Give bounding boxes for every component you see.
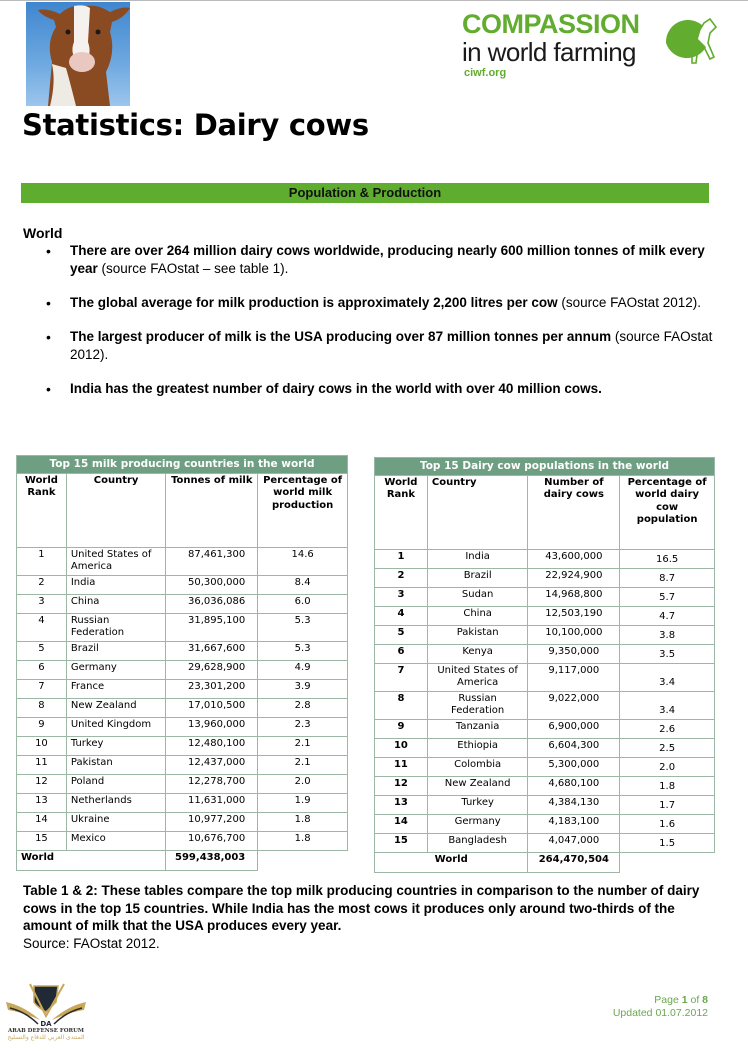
table-row <box>375 644 715 663</box>
percentage-cell: 3.4 <box>620 663 715 691</box>
table-row <box>17 641 348 660</box>
country-cell: Russian Federation <box>427 691 528 719</box>
total-value: 599,438,003 <box>166 850 258 870</box>
value-cell: 14,968,800 <box>528 587 620 606</box>
value-cell: 12,480,100 <box>166 736 258 755</box>
empty-cell <box>258 850 348 870</box>
rank-cell: 13 <box>17 793 67 812</box>
milk-production-table <box>16 455 348 871</box>
value-cell: 4,047,000 <box>528 833 620 852</box>
total-label: World <box>17 850 166 870</box>
table-row <box>17 812 348 831</box>
rank-cell: 5 <box>17 641 67 660</box>
table-row <box>17 679 348 698</box>
percentage-cell: 3.9 <box>258 679 348 698</box>
table-row <box>375 606 715 625</box>
page-footer <box>613 994 708 1020</box>
value-cell: 50,300,000 <box>166 575 258 594</box>
column-header: Percentage of world dairy cow population <box>620 475 715 549</box>
percentage-cell: 8.4 <box>258 575 348 594</box>
caption-source: Source: FAOstat 2012. <box>23 935 160 951</box>
percentage-cell: 5.3 <box>258 613 348 641</box>
rank-cell: 6 <box>375 644 428 663</box>
table-row <box>17 547 348 575</box>
percentage-cell: 5.7 <box>620 587 715 606</box>
rank-cell: 5 <box>375 625 428 644</box>
rank-cell: 3 <box>375 587 428 606</box>
total-label: World <box>375 852 528 872</box>
percentage-cell: 4.9 <box>258 660 348 679</box>
table-row <box>17 660 348 679</box>
rank-cell: 4 <box>375 606 428 625</box>
percentage-cell: 3.4 <box>620 691 715 719</box>
value-cell: 6,900,000 <box>528 719 620 738</box>
country-cell: Russian Federation <box>66 613 165 641</box>
value-cell: 17,010,500 <box>166 698 258 717</box>
top-border <box>0 0 748 1</box>
bullet-item: • There are over 264 million dairy cows worldwide, producing nearly 600 million tonnes of milk every year (source FAOstat – see table 1). <box>46 242 716 278</box>
table-row <box>17 793 348 812</box>
tables-caption <box>23 882 723 952</box>
column-header: Number of dairy cows <box>528 475 620 549</box>
percentage-cell: 1.9 <box>258 793 348 812</box>
table-row <box>17 831 348 850</box>
column-header: World Rank <box>375 475 428 549</box>
column-header: Country <box>66 473 165 547</box>
country-cell: China <box>66 594 165 613</box>
value-cell: 23,301,200 <box>166 679 258 698</box>
country-cell: Pakistan <box>427 625 528 644</box>
table-row <box>17 774 348 793</box>
forum-initials: DA <box>40 1020 52 1028</box>
ciwf-logo[interactable] <box>462 10 722 90</box>
value-cell: 10,977,200 <box>166 812 258 831</box>
rank-cell: 12 <box>17 774 67 793</box>
value-cell: 31,895,100 <box>166 613 258 641</box>
rank-cell: 2 <box>375 568 428 587</box>
rank-cell: 15 <box>375 833 428 852</box>
value-cell: 4,384,130 <box>528 795 620 814</box>
table-row <box>375 663 715 691</box>
country-cell: France <box>66 679 165 698</box>
country-cell: Ethiopia <box>427 738 528 757</box>
rank-cell: 4 <box>17 613 67 641</box>
country-cell: Turkey <box>427 795 528 814</box>
country-cell: Bangladesh <box>427 833 528 852</box>
rank-cell: 14 <box>375 814 428 833</box>
table-row <box>375 738 715 757</box>
value-cell: 36,036,086 <box>166 594 258 613</box>
value-cell: 10,676,700 <box>166 831 258 850</box>
forum-name: ARAB DEFENSE FORUM <box>8 1028 84 1034</box>
value-cell: 43,600,000 <box>528 549 620 568</box>
rank-cell: 14 <box>17 812 67 831</box>
country-cell: New Zealand <box>66 698 165 717</box>
rank-cell: 6 <box>17 660 67 679</box>
percentage-cell: 2.0 <box>258 774 348 793</box>
table-row <box>375 776 715 795</box>
percentage-cell: 2.5 <box>620 738 715 757</box>
bullet-item: • India has the greatest number of dairy cows in the world with over 40 million cows. <box>46 380 716 398</box>
rank-cell: 2 <box>17 575 67 594</box>
bullet-item: • The global average for milk production is approximately 2,200 litres per cow (source FAOstat 2012). <box>46 294 716 312</box>
bullet-item: • The largest producer of milk is the USA producing over 87 million tonnes per annum (source FAOstat 2012). <box>46 328 716 364</box>
rank-cell: 7 <box>375 663 428 691</box>
value-cell: 12,278,700 <box>166 774 258 793</box>
value-cell: 13,960,000 <box>166 717 258 736</box>
rank-cell: 1 <box>17 547 67 575</box>
rank-cell: 11 <box>17 755 67 774</box>
country-cell: United States of America <box>66 547 165 575</box>
section-header-population-production: Population & Production <box>21 183 709 203</box>
value-cell: 10,100,000 <box>528 625 620 644</box>
table-row <box>375 549 715 568</box>
rank-cell: 10 <box>375 738 428 757</box>
column-header: Percentage of world milk production <box>258 473 348 547</box>
percentage-cell: 2.3 <box>258 717 348 736</box>
empty-cell <box>620 852 715 872</box>
country-cell: Brazil <box>66 641 165 660</box>
percentage-cell: 2.6 <box>620 719 715 738</box>
rank-cell: 11 <box>375 757 428 776</box>
rank-cell: 8 <box>17 698 67 717</box>
rank-cell: 12 <box>375 776 428 795</box>
table-row <box>375 568 715 587</box>
percentage-cell: 2.1 <box>258 755 348 774</box>
table-total-row <box>375 852 715 872</box>
country-cell: Kenya <box>427 644 528 663</box>
percentage-cell: 2.8 <box>258 698 348 717</box>
country-cell: China <box>427 606 528 625</box>
arab-defense-forum-watermark <box>4 982 88 1048</box>
caption-text: Table 1 & 2: These tables compare the top milk producing countries in comparison to the number of dairy cows in the top 15 countries. While India has the most cows it produces only around two-thirds of the amount of milk that the USA produces every year. <box>23 883 700 933</box>
value-cell: 11,631,000 <box>166 793 258 812</box>
value-cell: 5,300,000 <box>528 757 620 776</box>
total-value: 264,470,504 <box>528 852 620 872</box>
percentage-cell: 1.8 <box>258 831 348 850</box>
percentage-cell: 1.7 <box>620 795 715 814</box>
table-row <box>375 691 715 719</box>
percentage-cell: 1.6 <box>620 814 715 833</box>
table-row <box>17 698 348 717</box>
leaping-calf-globe-icon <box>658 13 720 73</box>
value-cell: 12,437,000 <box>166 755 258 774</box>
page-indicator: Page 1 of 8 <box>654 994 708 1006</box>
country-cell: India <box>66 575 165 594</box>
country-cell: Mexico <box>66 831 165 850</box>
value-cell: 4,680,100 <box>528 776 620 795</box>
percentage-cell: 1.8 <box>258 812 348 831</box>
dairy-cow-population-table <box>374 457 715 873</box>
percentage-cell: 16.5 <box>620 549 715 568</box>
table-row <box>17 736 348 755</box>
percentage-cell: 1.8 <box>620 776 715 795</box>
country-cell: United Kingdom <box>66 717 165 736</box>
value-cell: 9,117,000 <box>528 663 620 691</box>
rank-cell: 3 <box>17 594 67 613</box>
country-cell: New Zealand <box>427 776 528 795</box>
percentage-cell: 3.8 <box>620 625 715 644</box>
total-pages: 8 <box>702 994 708 1006</box>
table-row <box>17 594 348 613</box>
value-cell: 9,350,000 <box>528 644 620 663</box>
logo-url[interactable]: ciwf.org <box>464 67 507 79</box>
country-cell: Sudan <box>427 587 528 606</box>
value-cell: 22,924,900 <box>528 568 620 587</box>
table-row <box>375 833 715 852</box>
table-row <box>375 795 715 814</box>
table-row <box>17 717 348 736</box>
value-cell: 12,503,190 <box>528 606 620 625</box>
table-row <box>17 613 348 641</box>
table-caption: Top 15 milk producing countries in the world <box>17 456 348 474</box>
country-cell: United States of America <box>427 663 528 691</box>
rank-cell: 7 <box>17 679 67 698</box>
table-row <box>375 757 715 776</box>
value-cell: 29,628,900 <box>166 660 258 679</box>
percentage-cell: 2.0 <box>620 757 715 776</box>
value-cell: 87,461,300 <box>166 547 258 575</box>
value-cell: 31,667,600 <box>166 641 258 660</box>
rank-cell: 9 <box>17 717 67 736</box>
world-bullet-list <box>46 242 716 414</box>
country-cell: Poland <box>66 774 165 793</box>
country-cell: Colombia <box>427 757 528 776</box>
shield-wings-icon <box>4 982 88 1028</box>
percentage-cell: 3.5 <box>620 644 715 663</box>
country-cell: Germany <box>66 660 165 679</box>
percentage-cell: 8.7 <box>620 568 715 587</box>
table-row <box>375 625 715 644</box>
rank-cell: 9 <box>375 719 428 738</box>
value-cell: 4,183,100 <box>528 814 620 833</box>
percentage-cell: 5.3 <box>258 641 348 660</box>
country-cell: Brazil <box>427 568 528 587</box>
logo-compassion-text: COMPASSION <box>462 9 640 39</box>
country-cell: Turkey <box>66 736 165 755</box>
table-row <box>17 575 348 594</box>
column-header: Country <box>427 475 528 549</box>
percentage-cell: 6.0 <box>258 594 348 613</box>
updated-date: Updated 01.07.2012 <box>612 1007 708 1019</box>
cow-image-icon <box>26 2 130 106</box>
percentage-cell: 14.6 <box>258 547 348 575</box>
world-heading: World <box>23 225 63 241</box>
column-header: Tonnes of milk <box>166 473 258 547</box>
column-header: World Rank <box>17 473 67 547</box>
table-row <box>375 814 715 833</box>
rank-cell: 8 <box>375 691 428 719</box>
table-caption: Top 15 Dairy cow populations in the world <box>375 458 715 476</box>
rank-cell: 10 <box>17 736 67 755</box>
current-page: 1 <box>681 994 688 1006</box>
forum-arabic-name: المنتدى العربي للدفاع والتسليح <box>7 1034 85 1041</box>
percentage-cell: 1.5 <box>620 833 715 852</box>
country-cell: Pakistan <box>66 755 165 774</box>
table-total-row <box>17 850 348 870</box>
country-cell: India <box>427 549 528 568</box>
value-cell: 9,022,000 <box>528 691 620 719</box>
table-row <box>375 587 715 606</box>
country-cell: Netherlands <box>66 793 165 812</box>
percentage-cell: 2.1 <box>258 736 348 755</box>
value-cell: 6,604,300 <box>528 738 620 757</box>
country-cell: Germany <box>427 814 528 833</box>
country-cell: Ukraine <box>66 812 165 831</box>
table-row <box>17 755 348 774</box>
cow-photo <box>26 2 130 106</box>
rank-cell: 15 <box>17 831 67 850</box>
percentage-cell: 4.7 <box>620 606 715 625</box>
page-title: Statistics: Dairy cows <box>22 108 369 142</box>
rank-cell: 13 <box>375 795 428 814</box>
rank-cell: 1 <box>375 549 428 568</box>
country-cell: Tanzania <box>427 719 528 738</box>
table-row <box>375 719 715 738</box>
logo-in-world-farming-text: in world farming <box>462 37 636 67</box>
